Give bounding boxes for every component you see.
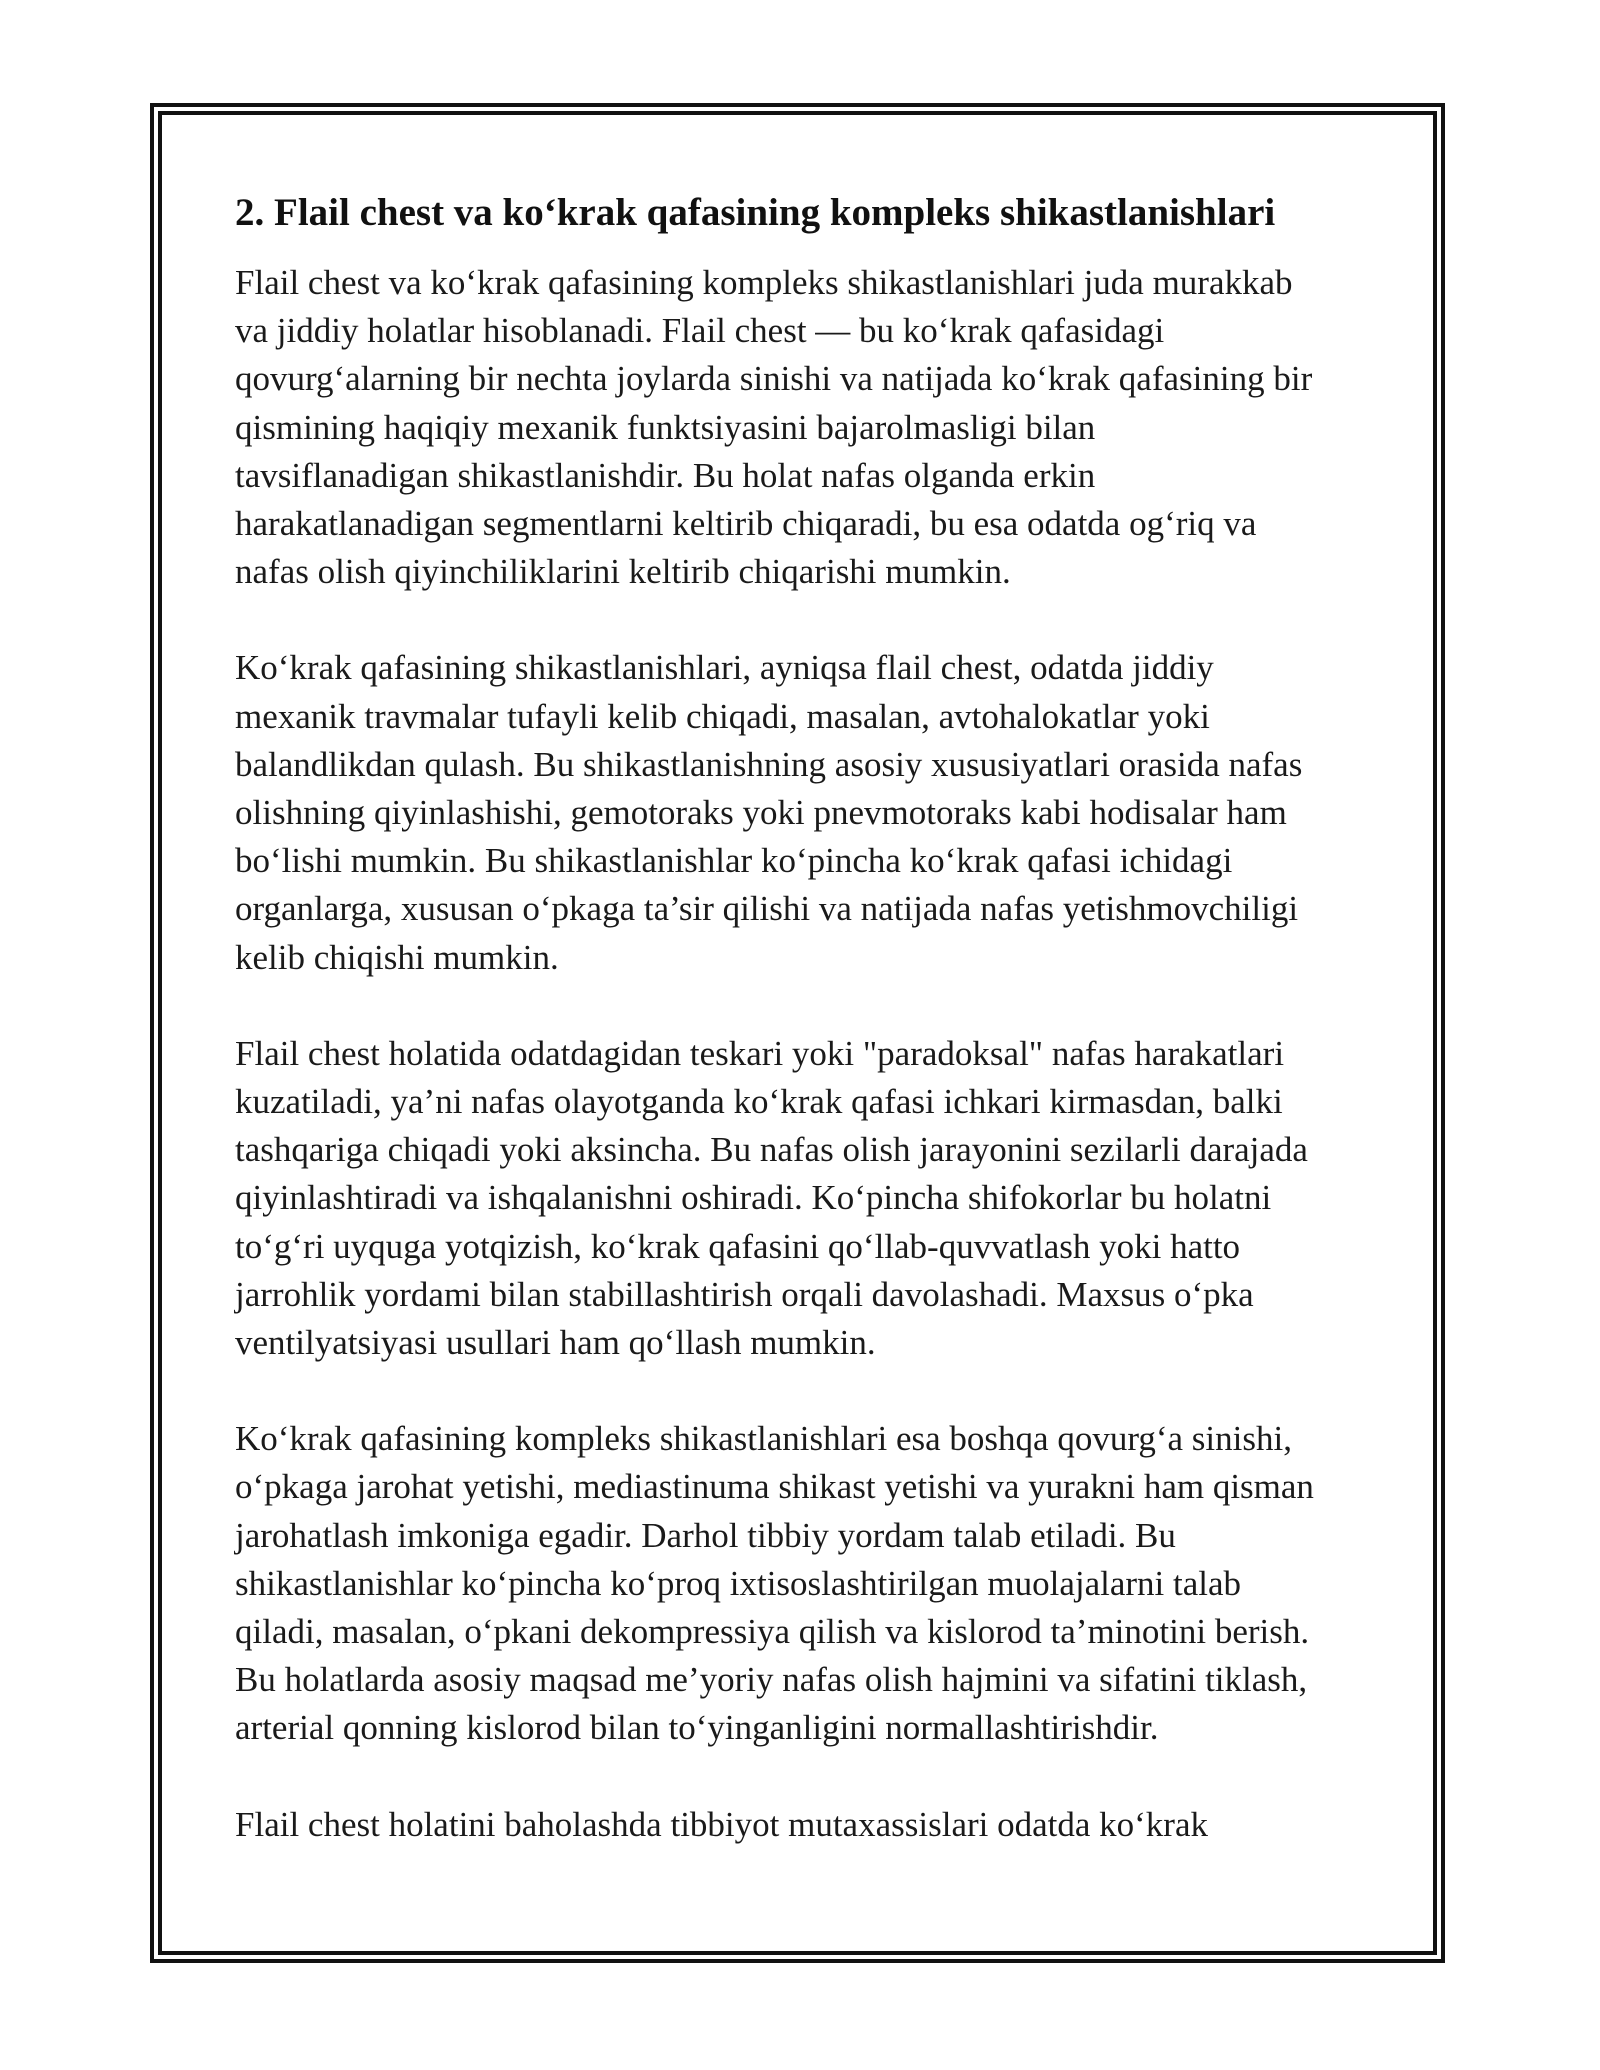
paragraph-2 xyxy=(235,644,1370,981)
section-heading: 2. Flail chest va ko‘krak qafasining kompleks shikastlanishlari xyxy=(235,191,1276,234)
document-body xyxy=(235,185,1370,1897)
text-line: qiyinlashtiradi va ishqalanishni oshiradi. Ko‘pincha shifokorlar bu holatni xyxy=(235,1178,1272,1218)
paragraph-4 xyxy=(235,1415,1370,1752)
text-line: qovurg‘alarning bir nechta joylarda sinishi va natijada ko‘krak qafasining bir xyxy=(235,359,1313,399)
text-line: Bu holatlarda asosiy maqsad me’yoriy nafas olish hajmini va sifatini tiklash, xyxy=(235,1660,1308,1700)
text-line: harakatlanadigan segmentlarni keltirib chiqaradi, bu esa odatda og‘riq va xyxy=(235,504,1257,544)
text-line: bo‘lishi mumkin. Bu shikastlanishlar ko‘pincha ko‘krak qafasi ichidagi xyxy=(235,841,1233,881)
text-line: va jiddiy holatlar hisoblanadi. Flail chest — bu ko‘krak qafasidagi xyxy=(235,311,1165,351)
text-line: Flail chest holatini baholashda tibbiyot mutaxassislari odatda ko‘krak xyxy=(235,1804,1208,1844)
text-line: olishning qiyinlashishi, gemotoraks yoki pnevmotoraks kabi hodisalar ham xyxy=(235,793,1287,833)
text-line: nafas olish qiyinchiliklarini keltirib chiqarishi mumkin. xyxy=(235,552,1011,592)
text-line: qiladi, masalan, o‘pkani dekompressiya qilish va kislorod ta’minotini berish. xyxy=(235,1612,1310,1652)
text-line: tashqariga chiqadi yoki aksincha. Bu nafas olish jarayonini sezilarli darajada xyxy=(235,1130,1308,1170)
text-line: Flail chest holatida odatdagidan teskari yoki "paradoksal" nafas harakatlari xyxy=(235,1033,1285,1073)
text-line: Ko‘krak qafasining shikastlanishlari, ayniqsa flail chest, odatda jiddiy xyxy=(235,648,1214,688)
text-line: shikastlanishlar ko‘pincha ko‘proq ixtisoslashtirilgan muolajalarni talab xyxy=(235,1563,1242,1603)
text-line: balandlikdan qulash. Bu shikastlanishning asosiy xususiyatlari orasida nafas xyxy=(235,744,1303,784)
text-line: arterial qonning kislorod bilan to‘yinganligini normallashtirishdir. xyxy=(235,1708,1159,1748)
paragraph-1 xyxy=(235,259,1370,596)
text-line: kuzatiladi, ya’ni nafas olayotganda ko‘krak qafasi ichkari kirmasdan, balki xyxy=(235,1082,1283,1122)
text-line: o‘pkaga jarohat yetishi, mediastinuma shikast yetishi va yurakni ham qisman xyxy=(235,1467,1314,1507)
text-line: Ko‘krak qafasining kompleks shikastlanishlari esa boshqa qovurg‘a sinishi, xyxy=(235,1419,1292,1459)
text-line: kelib chiqishi mumkin. xyxy=(235,937,559,977)
text-line: jarrohlik yordami bilan stabillashtirish orqali davolashadi. Maxsus o‘pka xyxy=(235,1274,1254,1314)
text-line: tavsiflanadigan shikastlanishdir. Bu holat nafas olganda erkin xyxy=(235,455,1096,495)
paragraph-3 xyxy=(235,1030,1370,1367)
text-line: qismining haqiqiy mexanik funktsiyasini bajarolmasligi bilan xyxy=(235,407,1096,447)
text-line: organlarga, xususan o‘pkaga ta’sir qilishi va natijada nafas yetishmovchiligi xyxy=(235,889,1299,929)
text-line: jarohatlash imkoniga egadir. Darhol tibbiy yordam talab etiladi. Bu xyxy=(235,1515,1176,1555)
paragraph-5 xyxy=(235,1801,1370,1849)
text-line: ventilyatsiyasi usullari ham qo‘llash mumkin. xyxy=(235,1323,876,1363)
text-line: mexanik travmalar tufayli kelib chiqadi, masalan, avtohalokatlar yoki xyxy=(235,696,1210,736)
text-line: Flail chest va ko‘krak qafasining kompleks shikastlanishlari juda murakkab xyxy=(235,263,1293,302)
text-line: to‘g‘ri uyquga yotqizish, ko‘krak qafasini qo‘llab-quvvatlash yoki hatto xyxy=(235,1226,1241,1266)
